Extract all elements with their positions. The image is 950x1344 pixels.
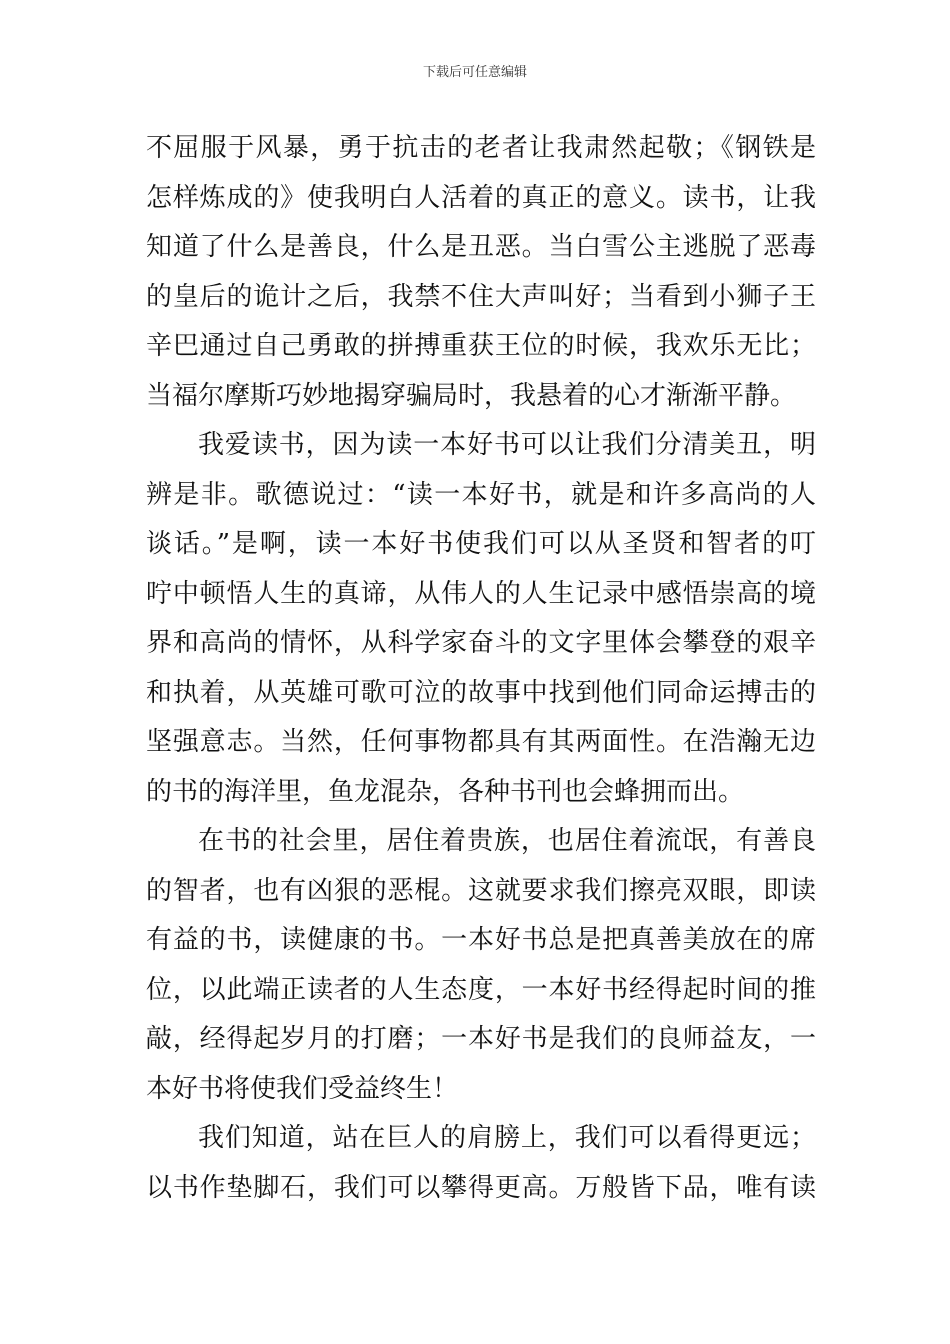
text-line: 和执着，从英雄可歌可泣的故事中找到他们同命运搏击的	[146, 677, 816, 708]
text-line: 当福尔摩斯巧妙地揭穿骗局时，我悬着的心才渐渐平静。	[146, 380, 797, 411]
text-line: 以书作垫脚石，我们可以攀得更高。万般皆下品，唯有读	[146, 1172, 816, 1203]
text-line: 本好书将使我们受益终生！	[146, 1073, 459, 1104]
text-line: 的智者，也有凶狠的恶棍。这就要求我们擦亮双眼，即读	[146, 875, 816, 906]
text-line: 坚强意志。当然，任何事物都具有其两面性。在浩瀚无边	[146, 727, 816, 757]
text-line: 谈话。”是啊，读一本好书使我们可以从圣贤和智者的叮	[146, 529, 816, 559]
text-line: 怎样炼成的》使我明白人活着的真正的意义。读书，让我	[146, 182, 816, 213]
text-line: 的皇后的诡计之后，我禁不住大声叫好；当看到小狮子王	[146, 281, 816, 312]
text-line: 辛巴通过自己勇敢的拼搏重获王位的时候，我欢乐无比；	[146, 331, 816, 361]
text-line: 知道了什么是善良，什么是丑恶。当白雪公主逃脱了恶毒	[146, 232, 816, 262]
paragraph-first-line: 在书的社会里，居住着贵族，也居住着流氓，有善良	[198, 826, 816, 856]
text-line: 有益的书，读健康的书。一本好书总是把真善美放在的席	[146, 925, 816, 955]
text-line: 敲，经得起岁月的打磨；一本好书是我们的良师益友，一	[146, 1024, 816, 1054]
page-header: 下载后可任意编辑	[422, 65, 527, 80]
text-line: 位，以此端正读者的人生态度，一本好书经得起时间的推	[146, 974, 816, 1005]
document-body	[146, 124, 816, 1213]
text-line: 咛中顿悟人生的真谛，从伟人的人生记录中感悟崇高的境	[146, 578, 816, 609]
text-line: 界和高尚的情怀，从科学家奋斗的文字里体会攀登的艰辛	[146, 628, 816, 658]
text-line: 辨是非。歌德说过：“读一本好书，就是和许多高尚的人	[146, 479, 816, 510]
paragraph-first-line: 我们知道，站在巨人的肩膀上，我们可以看得更远；	[198, 1123, 816, 1153]
text-line: 的书的海洋里，鱼龙混杂，各种书刊也会蜂拥而出。	[146, 776, 745, 807]
paragraph-first-line: 我爱读书，因为读一本好书可以让我们分清美丑，明	[198, 430, 816, 460]
text-line: 不屈服于风暴，勇于抗击的老者让我肃然起敬；《钢铁是	[146, 133, 816, 163]
